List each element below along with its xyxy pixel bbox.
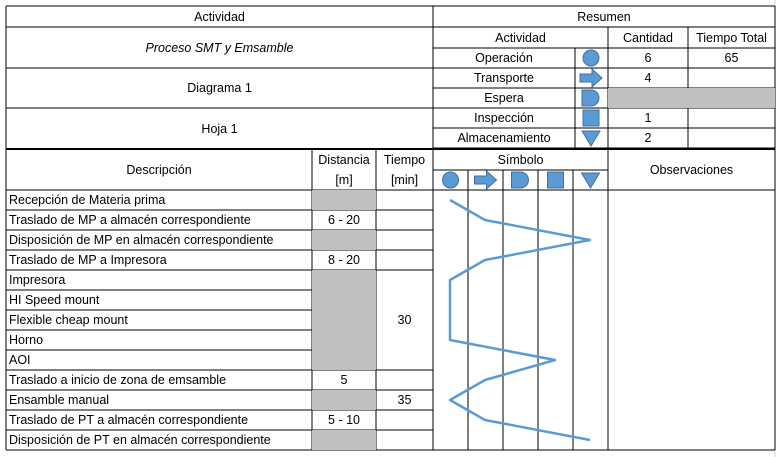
row-distance: 5	[340, 373, 348, 387]
summary-title: Resumen	[577, 9, 631, 24]
square-icon	[583, 110, 599, 126]
row-description: Traslado a inicio de zona de emsamble	[9, 373, 227, 387]
row-distance: 5 - 10	[328, 413, 360, 427]
row-description: AOI	[9, 353, 31, 367]
row-distance	[312, 230, 376, 250]
arrow-right-icon	[475, 171, 497, 189]
summary-row-total-time	[688, 88, 775, 108]
summary-col-quantity: Cantidad	[622, 30, 674, 45]
summary-row-quantity: 1	[644, 111, 652, 125]
row-distance: 8 - 20	[328, 253, 360, 267]
delay-d-icon	[582, 90, 599, 106]
summary-row-total-time	[688, 128, 775, 148]
row-distance	[312, 190, 376, 210]
row-distance	[312, 430, 376, 450]
row-description: Ensamble manual	[9, 393, 110, 407]
process-name: Proceso SMT y Emsamble	[145, 40, 294, 55]
row-distance	[312, 270, 376, 290]
row-distance	[312, 330, 376, 350]
col-distance: Distancia	[318, 152, 370, 167]
arrow-right-icon	[580, 69, 602, 87]
summary-row-name: Inspección	[474, 111, 534, 125]
summary-row-quantity: 6	[644, 51, 652, 65]
row-description: Disposición de PT en almacén correspondiente	[9, 433, 271, 447]
sheet-label: Hoja 1	[201, 121, 238, 136]
summary-row-name: Almacenamiento	[457, 131, 551, 145]
summary-row-quantity: 4	[644, 71, 652, 85]
summary-row-name: Transporte	[474, 71, 534, 85]
row-description: Traslado de MP a almacén correspondiente	[9, 213, 251, 227]
summary-row-total-time	[688, 68, 775, 88]
row-distance	[312, 350, 376, 370]
summary-col-total-time: Tiempo Total	[696, 30, 767, 45]
square-icon	[548, 172, 564, 188]
summary-row-quantity: 2	[644, 131, 652, 145]
row-description: Disposición de MP en almacén correspondiente	[9, 233, 274, 247]
time-manual-cell: 35	[397, 393, 412, 407]
row-distance	[312, 290, 376, 310]
summary-row-total-time: 65	[724, 51, 739, 65]
row-description: Flexible cheap mount	[9, 313, 128, 327]
diagram-label: Diagrama 1	[187, 81, 252, 95]
col-time-unit: [min]	[390, 173, 419, 187]
circle-icon	[583, 50, 599, 66]
flow-line	[450, 200, 590, 440]
delay-d-icon	[512, 172, 529, 188]
summary-row-name: Operación	[475, 51, 533, 65]
row-description: Impresora	[9, 273, 66, 287]
summary-row-total-time	[688, 108, 775, 128]
row-description: Horno	[9, 333, 44, 347]
col-description: Descripción	[126, 162, 192, 177]
col-distance-unit: [m]	[335, 173, 353, 187]
summary-row-quantity	[608, 88, 688, 108]
activity-header: Actividad	[194, 9, 245, 24]
row-distance: 6 - 20	[328, 213, 360, 227]
summary-col-activity: Actividad	[495, 30, 546, 45]
col-symbol: Símbolo	[497, 152, 544, 167]
row-description: Recepción de Materia prima	[9, 193, 166, 207]
row-description: HI Speed mount	[9, 293, 100, 307]
row-distance	[312, 310, 376, 330]
row-description: Traslado de MP a Impresora	[9, 253, 167, 267]
col-time: Tiempo	[383, 152, 426, 167]
triangle-down-icon	[582, 173, 600, 188]
time-group-cell: 30	[397, 313, 412, 327]
row-description: Traslado de PT a almacén correspondiente	[9, 413, 249, 427]
triangle-down-icon	[582, 131, 600, 146]
circle-icon	[443, 172, 459, 188]
col-observations: Observaciones	[649, 162, 734, 177]
row-distance	[312, 390, 376, 410]
summary-row-name: Espera	[484, 91, 524, 105]
